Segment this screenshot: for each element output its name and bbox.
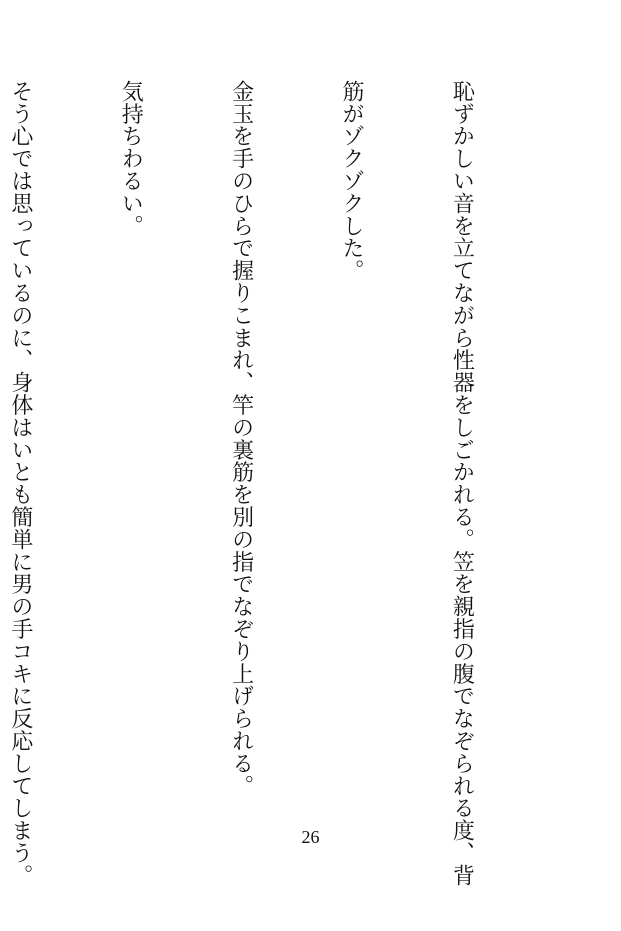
text-line: 筋がゾクゾクした。 [339,80,365,282]
page-number: 26 [301,827,320,847]
text-line: 金玉を手のひらで握りこまれ、竿の裏筋を別の指でなぞり上げられる。 [228,80,254,797]
text-line: 気持ちわるい。 [118,80,144,237]
text-line: そう心では思っているのに、身体はいとも簡単に男の手コキに反応してしまう。 [7,80,33,887]
text-line: 恥ずかしい音を立てながら性器をしごかれる。笠を親指の腹でなぞられる度、背 [449,80,475,887]
